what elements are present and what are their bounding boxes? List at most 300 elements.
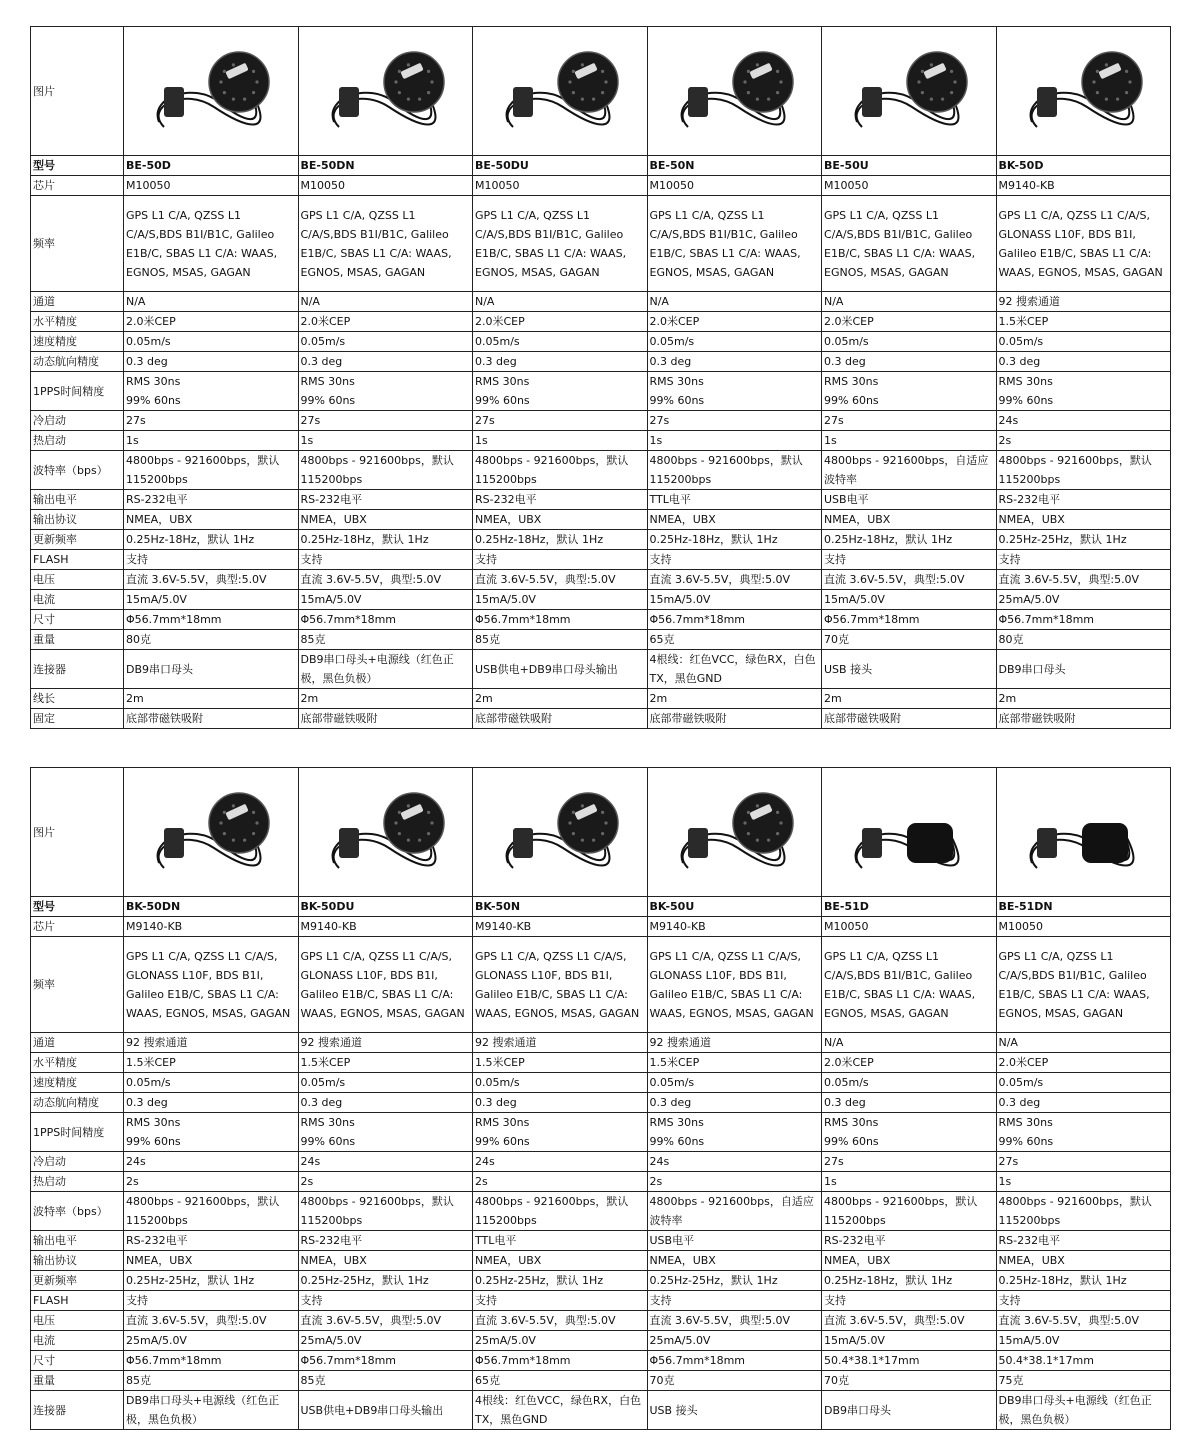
cell-connector: DB9串口母头: [822, 1391, 997, 1430]
product-photo: [124, 27, 299, 156]
cell-pps-2: 99% 60ns: [475, 394, 530, 407]
cell-channels: 92 搜索通道: [124, 1033, 299, 1053]
connector-icon: [1037, 828, 1057, 858]
cell-current: 25mA/5.0V: [298, 1331, 473, 1351]
row-label: 电流: [31, 1331, 124, 1351]
cell-speed-accuracy: 0.05m/s: [473, 1073, 648, 1093]
row-voltage: [31, 570, 1171, 590]
cell-heading-accuracy: 0.3 deg: [996, 352, 1171, 372]
cell-pps-2: 99% 60ns: [824, 394, 879, 407]
row-model: [31, 897, 1171, 917]
cell-pps-2: 99% 60ns: [824, 1135, 879, 1148]
cell-voltage: 直流 3.6V-5.5V，典型:5.0V: [647, 1311, 822, 1331]
cell-cold-start: 24s: [647, 1152, 822, 1172]
cell-model: BE-50DN: [298, 156, 473, 176]
cell-model: BE-50DU: [473, 156, 648, 176]
cell-horizontal-accuracy: 2.0米CEP: [473, 312, 648, 332]
cell-output-protocol: NMEA，UBX: [298, 1251, 473, 1271]
row-label: 冷启动: [31, 1152, 124, 1172]
cell-current: 15mA/5.0V: [473, 590, 648, 610]
row-cold-start: [31, 1152, 1171, 1172]
cell-speed-accuracy: 0.05m/s: [124, 332, 299, 352]
connector-icon: [688, 87, 708, 117]
cell-current: 15mA/5.0V: [298, 590, 473, 610]
row-label: 热启动: [31, 431, 124, 451]
product-photo: [822, 27, 997, 156]
cell-output-level: USB电平: [822, 490, 997, 510]
cell-model: BE-50N: [647, 156, 822, 176]
row-channels: [31, 1033, 1171, 1053]
cell-chip: M10050: [124, 176, 299, 196]
cell-hot-start: 1s: [124, 431, 299, 451]
cell-channels: 92 搜索通道: [996, 292, 1171, 312]
cell-output-protocol: NMEA，UBX: [298, 510, 473, 530]
cell-update-rate: 0.25Hz-18Hz，默认 1Hz: [822, 1271, 997, 1291]
row-label: 输出电平: [31, 490, 124, 510]
cell-horizontal-accuracy: 2.0米CEP: [822, 312, 997, 332]
cell-horizontal-accuracy: 1.5米CEP: [124, 1053, 299, 1073]
cell-pps: [124, 1113, 299, 1152]
cell-model: BE-50U: [822, 156, 997, 176]
cell-flash: 支持: [822, 550, 997, 570]
cell-speed-accuracy: 0.05m/s: [822, 332, 997, 352]
cell-size: 50.4*38.1*17mm: [996, 1351, 1171, 1371]
cell-chip: M10050: [996, 917, 1171, 937]
cell-voltage: 直流 3.6V-5.5V，典型:5.0V: [996, 1311, 1171, 1331]
cell-hot-start: 2s: [996, 431, 1171, 451]
cell-hot-start: 2s: [298, 1172, 473, 1192]
cell-current: 25mA/5.0V: [996, 590, 1171, 610]
cell-output-level: RS-232电平: [298, 1231, 473, 1251]
cell-update-rate: 0.25Hz-18Hz，默认 1Hz: [822, 530, 997, 550]
cell-pps-2: 99% 60ns: [475, 1135, 530, 1148]
cell-baud-rate: 4800bps - 921600bps，默认115200bps: [996, 1192, 1171, 1231]
row-output-level: [31, 1231, 1171, 1251]
cell-mounting: 底部带磁铁吸附: [473, 709, 648, 729]
cell-output-level: RS-232电平: [298, 490, 473, 510]
cell-heading-accuracy: 0.3 deg: [473, 352, 648, 372]
row-label: 电压: [31, 1311, 124, 1331]
cell-baud-rate: 4800bps - 921600bps，默认115200bps: [473, 451, 648, 490]
cell-update-rate: 0.25Hz-25Hz，默认 1Hz: [647, 1271, 822, 1291]
cell-voltage: 直流 3.6V-5.5V，典型:5.0V: [298, 570, 473, 590]
row-current: [31, 590, 1171, 610]
cell-model: BE-51DN: [996, 897, 1171, 917]
cell-update-rate: 0.25Hz-25Hz，默认 1Hz: [996, 530, 1171, 550]
connector-icon: [862, 828, 882, 858]
cell-speed-accuracy: 0.05m/s: [298, 1073, 473, 1093]
cell-size: Φ56.7mm*18mm: [647, 610, 822, 630]
cell-current: 25mA/5.0V: [124, 1331, 299, 1351]
cell-output-protocol: NMEA，UBX: [124, 1251, 299, 1271]
row-output-protocol: [31, 510, 1171, 530]
row-label: 频率: [31, 196, 124, 292]
cell-horizontal-accuracy: 1.5米CEP: [996, 312, 1171, 332]
cell-connector: USB 接头: [822, 650, 997, 689]
cell-output-level: RS-232电平: [996, 490, 1171, 510]
cell-channels: 92 搜索通道: [298, 1033, 473, 1053]
row-heading-accuracy: [31, 1093, 1171, 1113]
cell-pps: [647, 1113, 822, 1152]
cell-flash: 支持: [822, 1291, 997, 1311]
cell-weight: 85克: [124, 1371, 299, 1391]
row-label: 输出协议: [31, 510, 124, 530]
cell-size: Φ56.7mm*18mm: [473, 1351, 648, 1371]
cell-output-protocol: NMEA，UBX: [473, 510, 648, 530]
cell-output-protocol: NMEA，UBX: [647, 510, 822, 530]
cell-frequency: GPS L1 C/A, QZSS L1 C/A/S, GLONASS L10F, BDS B1I, Galileo E1B/C, SBAS L1 C/A: WAAS, EGNOS, MSAS, GAGAN: [473, 937, 648, 1033]
cell-output-protocol: NMEA，UBX: [822, 510, 997, 530]
cell-output-level: RS-232电平: [124, 1231, 299, 1251]
cell-voltage: 直流 3.6V-5.5V，典型:5.0V: [822, 570, 997, 590]
row-label: 连接器: [31, 1391, 124, 1430]
cell-output-level: RS-232电平: [996, 1231, 1171, 1251]
row-speed-accuracy: [31, 1073, 1171, 1093]
cell-voltage: 直流 3.6V-5.5V，典型:5.0V: [473, 570, 648, 590]
cell-baud-rate: 4800bps - 921600bps，默认115200bps: [298, 1192, 473, 1231]
cell-mounting: 底部带磁铁吸附: [822, 709, 997, 729]
cell-mounting: 底部带磁铁吸附: [647, 709, 822, 729]
cell-weight: 65克: [473, 1371, 648, 1391]
connector-icon: [513, 828, 533, 858]
connector-icon: [862, 87, 882, 117]
cell-horizontal-accuracy: 2.0米CEP: [124, 312, 299, 332]
row-label: 尺寸: [31, 1351, 124, 1371]
cell-speed-accuracy: 0.05m/s: [996, 332, 1171, 352]
cell-hot-start: 1s: [996, 1172, 1171, 1192]
cell-speed-accuracy: 0.05m/s: [473, 332, 648, 352]
cell-cold-start: 24s: [996, 411, 1171, 431]
cell-output-protocol: NMEA，UBX: [996, 1251, 1171, 1271]
row-heading-accuracy: [31, 352, 1171, 372]
row-label: 热启动: [31, 1172, 124, 1192]
cell-baud-rate: 4800bps - 921600bps，默认115200bps: [473, 1192, 648, 1231]
cell-model: BK-50D: [996, 156, 1171, 176]
cell-weight: 65克: [647, 630, 822, 650]
cell-pps-1: RMS 30ns: [475, 1116, 530, 1129]
cell-pps: [298, 1113, 473, 1152]
cell-connector: 4根线：红色VCC，绿色RX，白色TX，黑色GND: [647, 650, 822, 689]
row-update-rate: [31, 1271, 1171, 1291]
cell-flash: 支持: [298, 1291, 473, 1311]
cell-size: Φ56.7mm*18mm: [822, 610, 997, 630]
row-label: 动态航向精度: [31, 352, 124, 372]
row-size: [31, 1351, 1171, 1371]
cell-frequency: GPS L1 C/A, QZSS L1 C/A/S,BDS B1I/B1C, Galileo E1B/C, SBAS L1 C/A: WAAS, EGNOS, MSAS, GAGAN: [473, 196, 648, 292]
row-label: 图片: [31, 27, 124, 156]
cell-output-level: TTL电平: [647, 490, 822, 510]
cell-cable-length: 2m: [473, 689, 648, 709]
cell-baud-rate: 4800bps - 921600bps，默认115200bps: [298, 451, 473, 490]
cell-chip: M9140-KB: [124, 917, 299, 937]
cell-weight: 85克: [473, 630, 648, 650]
cell-chip: M9140-KB: [647, 917, 822, 937]
row-voltage: [31, 1311, 1171, 1331]
cell-pps-1: RMS 30ns: [998, 375, 1053, 388]
cell-speed-accuracy: 0.05m/s: [822, 1073, 997, 1093]
cell-pps-2: 99% 60ns: [300, 394, 356, 407]
cell-current: 15mA/5.0V: [822, 590, 997, 610]
row-label: 速度精度: [31, 332, 124, 352]
cell-voltage: 直流 3.6V-5.5V，典型:5.0V: [298, 1311, 473, 1331]
cell-pps-1: RMS 30ns: [649, 375, 704, 388]
cell-hot-start: 1s: [822, 1172, 997, 1192]
row-cold-start: [31, 411, 1171, 431]
cell-pps-1: RMS 30ns: [824, 1116, 879, 1129]
cell-pps-2: 99% 60ns: [998, 1135, 1054, 1148]
cell-voltage: 直流 3.6V-5.5V，典型:5.0V: [647, 570, 822, 590]
row-label: 芯片: [31, 176, 124, 196]
cell-frequency: GPS L1 C/A, QZSS L1 C/A/S, GLONASS L10F, BDS B1I, Galileo E1B/C, SBAS L1 C/A: WAAS, EGNOS, MSAS, GAGAN: [647, 937, 822, 1033]
cell-flash: 支持: [124, 550, 299, 570]
cell-hot-start: 1s: [473, 431, 648, 451]
cell-pps-2: 99% 60ns: [998, 394, 1054, 407]
cell-current: 15mA/5.0V: [996, 1331, 1171, 1351]
cell-chip: M10050: [822, 917, 997, 937]
cell-frequency: GPS L1 C/A, QZSS L1 C/A/S, GLONASS L10F, BDS B1I, Galileo E1B/C, SBAS L1 C/A: WAAS, EGNOS, MSAS, GAGAN: [996, 196, 1171, 292]
row-image: [31, 768, 1171, 897]
cell-baud-rate: 4800bps - 921600bps，自适应波特率: [822, 451, 997, 490]
cell-chip: M10050: [647, 176, 822, 196]
cell-weight: 70克: [822, 630, 997, 650]
row-weight: [31, 1371, 1171, 1391]
antenna-square-icon: [1082, 823, 1128, 863]
cell-pps-1: RMS 30ns: [824, 375, 879, 388]
cell-horizontal-accuracy: 2.0米CEP: [647, 312, 822, 332]
cell-weight: 85克: [298, 630, 473, 650]
connector-icon: [688, 828, 708, 858]
cell-speed-accuracy: 0.05m/s: [298, 332, 473, 352]
cell-frequency: GPS L1 C/A, QZSS L1 C/A/S,BDS B1I/B1C, Galileo E1B/C, SBAS L1 C/A: WAAS, EGNOS, MSAS, GAGAN: [996, 937, 1171, 1033]
cell-model: BK-50N: [473, 897, 648, 917]
cell-cold-start: 24s: [124, 1152, 299, 1172]
row-model: [31, 156, 1171, 176]
cell-update-rate: 0.25Hz-18Hz，默认 1Hz: [647, 530, 822, 550]
connector-icon: [339, 87, 359, 117]
cell-pps: [473, 1113, 648, 1152]
cell-connector: DB9串口母头: [124, 650, 299, 689]
spec-table-1: [30, 26, 1171, 729]
product-photo: [473, 768, 648, 897]
row-label: 动态航向精度: [31, 1093, 124, 1113]
row-chip: [31, 176, 1171, 196]
row-pps-accuracy: [31, 1113, 1171, 1152]
product-photo: [822, 768, 997, 897]
cell-size: Φ56.7mm*18mm: [124, 610, 299, 630]
cell-flash: 支持: [647, 1291, 822, 1311]
row-label: 1PPS时间精度: [31, 1113, 124, 1152]
cell-baud-rate: 4800bps - 921600bps，自适应波特率: [647, 1192, 822, 1231]
cell-channels: N/A: [647, 292, 822, 312]
cell-cold-start: 27s: [473, 411, 648, 431]
product-photo: [124, 768, 299, 897]
row-label: 更新频率: [31, 1271, 124, 1291]
cell-size: 50.4*38.1*17mm: [822, 1351, 997, 1371]
row-label: 波特率（bps）: [31, 1192, 124, 1231]
cell-baud-rate: 4800bps - 921600bps，默认115200bps: [996, 451, 1171, 490]
cell-update-rate: 0.25Hz-18Hz，默认 1Hz: [298, 530, 473, 550]
cell-pps: [298, 372, 473, 411]
cell-connector: 4根线：红色VCC，绿色RX，白色TX，黑色GND: [473, 1391, 648, 1430]
row-label: 固定: [31, 709, 124, 729]
row-pps-accuracy: [31, 372, 1171, 411]
cell-mounting: 底部带磁铁吸附: [124, 709, 299, 729]
antenna-square-icon: [907, 823, 953, 863]
cell-size: Φ56.7mm*18mm: [298, 1351, 473, 1371]
cell-cold-start: 27s: [822, 1152, 997, 1172]
cell-heading-accuracy: 0.3 deg: [822, 1093, 997, 1113]
cell-channels: N/A: [124, 292, 299, 312]
row-mounting: [31, 709, 1171, 729]
row-label: 水平精度: [31, 1053, 124, 1073]
cell-horizontal-accuracy: 2.0米CEP: [996, 1053, 1171, 1073]
cell-heading-accuracy: 0.3 deg: [996, 1093, 1171, 1113]
cell-pps-2: 99% 60ns: [300, 1135, 356, 1148]
cell-frequency: GPS L1 C/A, QZSS L1 C/A/S,BDS B1I/B1C, Galileo E1B/C, SBAS L1 C/A: WAAS, EGNOS, MSAS, GAGAN: [298, 196, 473, 292]
cell-heading-accuracy: 0.3 deg: [647, 352, 822, 372]
cell-baud-rate: 4800bps - 921600bps，默认115200bps: [822, 1192, 997, 1231]
cell-weight: 70克: [822, 1371, 997, 1391]
row-baud-rate: [31, 1192, 1171, 1231]
cell-pps-1: RMS 30ns: [475, 375, 530, 388]
row-frequency: [31, 937, 1171, 1033]
row-flash: [31, 550, 1171, 570]
cell-channels: N/A: [298, 292, 473, 312]
cell-update-rate: 0.25Hz-25Hz，默认 1Hz: [298, 1271, 473, 1291]
cell-flash: 支持: [996, 1291, 1171, 1311]
connector-icon: [164, 828, 184, 858]
cell-output-level: USB电平: [647, 1231, 822, 1251]
cell-pps-1: RMS 30ns: [998, 1116, 1053, 1129]
row-label: 型号: [31, 897, 124, 917]
cell-channels: N/A: [822, 292, 997, 312]
row-baud-rate: [31, 451, 1171, 490]
cell-chip: M9140-KB: [298, 917, 473, 937]
cell-output-protocol: NMEA，UBX: [822, 1251, 997, 1271]
cell-voltage: 直流 3.6V-5.5V，典型:5.0V: [822, 1311, 997, 1331]
cell-baud-rate: 4800bps - 921600bps，默认115200bps: [647, 451, 822, 490]
row-update-rate: [31, 530, 1171, 550]
cell-baud-rate: 4800bps - 921600bps，默认115200bps: [124, 1192, 299, 1231]
cell-cable-length: 2m: [996, 689, 1171, 709]
cell-pps-2: 99% 60ns: [649, 394, 705, 407]
cell-speed-accuracy: 0.05m/s: [996, 1073, 1171, 1093]
cell-connector: DB9串口母头+电源线（红色正极，黑色负极）: [996, 1391, 1171, 1430]
cell-heading-accuracy: 0.3 deg: [822, 352, 997, 372]
cell-cold-start: 24s: [298, 1152, 473, 1172]
cell-frequency: GPS L1 C/A, QZSS L1 C/A/S,BDS B1I/B1C, Galileo E1B/C, SBAS L1 C/A: WAAS, EGNOS, MSAS, GAGAN: [647, 196, 822, 292]
cell-voltage: 直流 3.6V-5.5V，典型:5.0V: [124, 1311, 299, 1331]
row-label: 重量: [31, 1371, 124, 1391]
row-output-level: [31, 490, 1171, 510]
cell-frequency: GPS L1 C/A, QZSS L1 C/A/S, GLONASS L10F, BDS B1I, Galileo E1B/C, SBAS L1 C/A: WAAS, EGNOS, MSAS, GAGAN: [298, 937, 473, 1033]
row-label: 通道: [31, 292, 124, 312]
cell-speed-accuracy: 0.05m/s: [647, 332, 822, 352]
cell-pps-1: RMS 30ns: [126, 375, 181, 388]
row-weight: [31, 630, 1171, 650]
cell-connector: USB供电+DB9串口母头输出: [473, 650, 648, 689]
spec-table-2: [30, 767, 1171, 1430]
row-hot-start: [31, 1172, 1171, 1192]
row-chip: [31, 917, 1171, 937]
cell-pps: [996, 372, 1171, 411]
cell-chip: M10050: [473, 176, 648, 196]
row-label: 通道: [31, 1033, 124, 1053]
cell-horizontal-accuracy: 2.0米CEP: [298, 312, 473, 332]
cell-current: 25mA/5.0V: [473, 1331, 648, 1351]
product-photo: [996, 27, 1171, 156]
cell-flash: 支持: [647, 550, 822, 570]
cell-size: Φ56.7mm*18mm: [124, 1351, 299, 1371]
product-photo: [298, 27, 473, 156]
cell-horizontal-accuracy: 1.5米CEP: [298, 1053, 473, 1073]
row-label: 型号: [31, 156, 124, 176]
row-label: 速度精度: [31, 1073, 124, 1093]
cell-connector: USB供电+DB9串口母头输出: [298, 1391, 473, 1430]
row-image: [31, 27, 1171, 156]
cell-update-rate: 0.25Hz-25Hz，默认 1Hz: [124, 1271, 299, 1291]
cell-pps: [647, 372, 822, 411]
cell-heading-accuracy: 0.3 deg: [473, 1093, 648, 1113]
row-label: 1PPS时间精度: [31, 372, 124, 411]
cell-size: Φ56.7mm*18mm: [996, 610, 1171, 630]
cell-baud-rate: 4800bps - 921600bps，默认115200bps: [124, 451, 299, 490]
row-label: 输出协议: [31, 1251, 124, 1271]
cell-update-rate: 0.25Hz-18Hz，默认 1Hz: [124, 530, 299, 550]
cell-cold-start: 24s: [473, 1152, 648, 1172]
product-photo: [298, 768, 473, 897]
row-output-protocol: [31, 1251, 1171, 1271]
cell-output-protocol: NMEA，UBX: [473, 1251, 648, 1271]
cell-update-rate: 0.25Hz-25Hz，默认 1Hz: [473, 1271, 648, 1291]
cell-model: BK-50DU: [298, 897, 473, 917]
cell-hot-start: 1s: [822, 431, 997, 451]
cell-output-protocol: NMEA，UBX: [124, 510, 299, 530]
row-label: 芯片: [31, 917, 124, 937]
cell-model: BK-50U: [647, 897, 822, 917]
connector-icon: [164, 87, 184, 117]
cell-output-level: RS-232电平: [473, 490, 648, 510]
cell-weight: 85克: [298, 1371, 473, 1391]
row-label: 连接器: [31, 650, 124, 689]
cell-current: 15mA/5.0V: [822, 1331, 997, 1351]
cell-weight: 80克: [124, 630, 299, 650]
cell-horizontal-accuracy: 1.5米CEP: [473, 1053, 648, 1073]
cell-size: Φ56.7mm*18mm: [298, 610, 473, 630]
cell-pps-2: 99% 60ns: [649, 1135, 705, 1148]
cell-cold-start: 27s: [996, 1152, 1171, 1172]
cell-pps: [996, 1113, 1171, 1152]
product-photo: [473, 27, 648, 156]
cell-hot-start: 1s: [298, 431, 473, 451]
cell-pps-1: RMS 30ns: [300, 1116, 355, 1129]
cell-connector: USB 接头: [647, 1391, 822, 1430]
row-channels: [31, 292, 1171, 312]
row-flash: [31, 1291, 1171, 1311]
cell-update-rate: 0.25Hz-18Hz，默认 1Hz: [473, 530, 648, 550]
cell-pps-2: 99% 60ns: [126, 394, 181, 407]
cell-heading-accuracy: 0.3 deg: [647, 1093, 822, 1113]
row-current: [31, 1331, 1171, 1351]
cell-weight: 70克: [647, 1371, 822, 1391]
cell-chip: M10050: [822, 176, 997, 196]
row-label: 输出电平: [31, 1231, 124, 1251]
cell-flash: 支持: [473, 550, 648, 570]
cell-flash: 支持: [124, 1291, 299, 1311]
row-label: 线长: [31, 689, 124, 709]
cell-output-level: TTL电平: [473, 1231, 648, 1251]
cell-cable-length: 2m: [298, 689, 473, 709]
